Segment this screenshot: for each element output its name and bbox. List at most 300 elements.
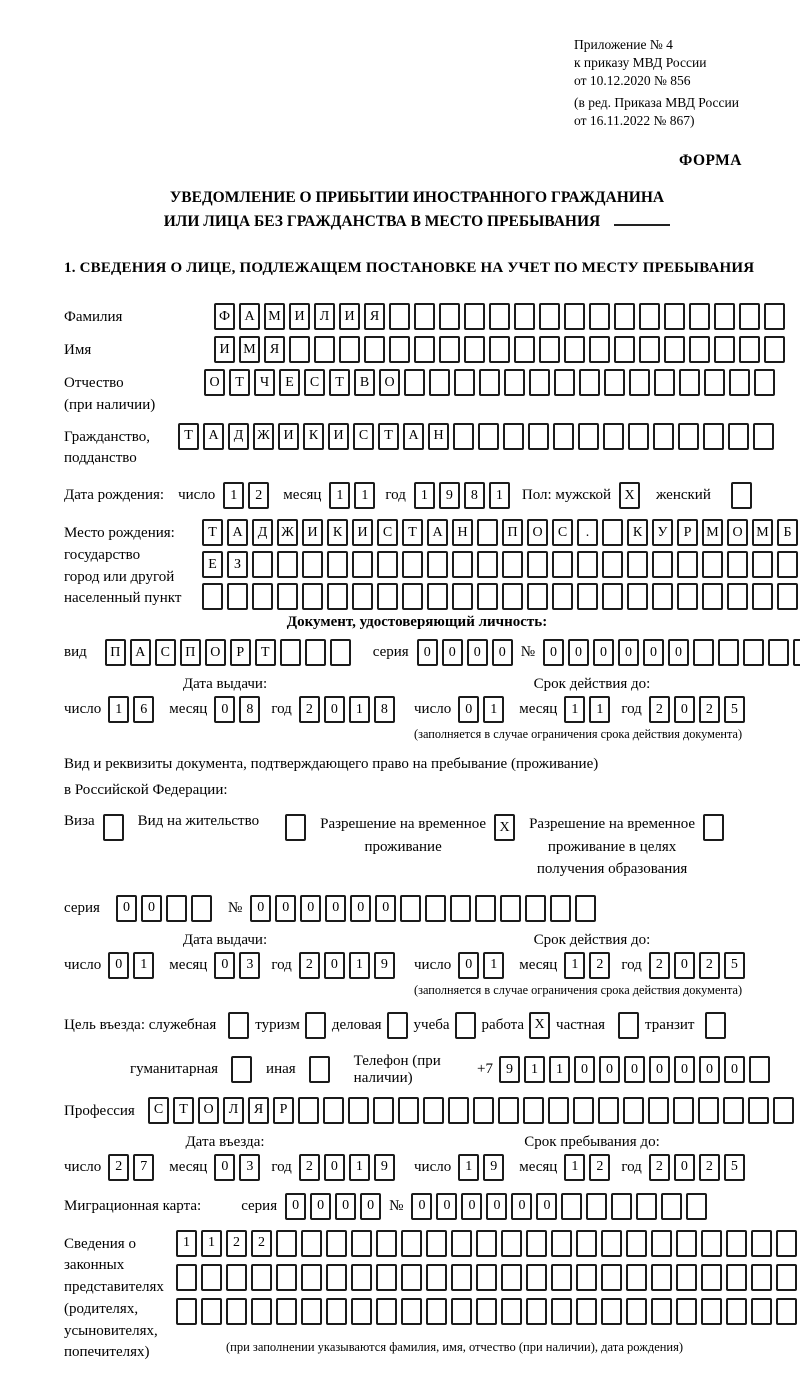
birth-place-cells-1-cell[interactable]: . (577, 519, 598, 546)
id-issue-year-cells-cell[interactable]: 1 (349, 696, 370, 723)
birth-year-cells-cell[interactable]: 1 (489, 482, 510, 509)
birth-place-cells-1-cell[interactable]: М (702, 519, 723, 546)
surname-cells-cell[interactable] (714, 303, 735, 330)
mig-number-cells-cell[interactable] (661, 1193, 682, 1220)
stay-day-cells-cell[interactable]: 1 (458, 1154, 479, 1181)
phone-cells-cell[interactable]: 0 (674, 1056, 695, 1083)
representatives-cells-3-cell[interactable] (551, 1298, 572, 1325)
doc-number-cells[interactable] (543, 639, 800, 666)
doc-number-cells-cell[interactable] (693, 639, 714, 666)
res-number-cells-cell[interactable]: 0 (275, 895, 296, 922)
surname-cells-cell[interactable] (439, 303, 460, 330)
id-valid-year-cells-cell[interactable]: 2 (699, 696, 720, 723)
mig-number-cells-cell[interactable] (636, 1193, 657, 1220)
representatives-cells-1[interactable] (176, 1230, 800, 1257)
surname-cells-cell[interactable] (589, 303, 610, 330)
entry-month-cells-cell[interactable]: 0 (214, 1154, 235, 1181)
surname-cells-cell[interactable] (764, 303, 785, 330)
mig-series-cells-cell[interactable]: 0 (335, 1193, 356, 1220)
representatives-cells-1-cell[interactable] (676, 1230, 697, 1257)
representatives-cells-1-cell[interactable]: 1 (176, 1230, 197, 1257)
surname-cells-cell[interactable]: А (239, 303, 260, 330)
profession-cells-cell[interactable] (548, 1097, 569, 1124)
patronymic-cells-cell[interactable]: С (304, 369, 325, 396)
patronymic-cells-cell[interactable] (654, 369, 675, 396)
representatives-cells-2-cell[interactable] (376, 1264, 397, 1291)
patronymic-cells[interactable] (204, 369, 775, 396)
representatives-cells-3-cell[interactable] (326, 1298, 347, 1325)
given-name-cells-cell[interactable] (464, 336, 485, 363)
profession-cells-cell[interactable]: Я (248, 1097, 269, 1124)
birth-place-cells-3[interactable] (202, 583, 798, 610)
representatives-cells-1-cell[interactable]: 2 (251, 1230, 272, 1257)
res-number-cells-cell[interactable]: 0 (250, 895, 271, 922)
citizenship-cells-cell[interactable]: И (328, 423, 349, 450)
surname-cells-cell[interactable] (639, 303, 660, 330)
citizenship-cells-cell[interactable]: С (353, 423, 374, 450)
birth-place-cells-1-cell[interactable]: С (552, 519, 573, 546)
purpose-other-checkbox[interactable] (309, 1056, 330, 1083)
representatives-cells-2-cell[interactable] (326, 1264, 347, 1291)
patronymic-cells-cell[interactable] (729, 369, 750, 396)
birth-place-cells-1-cell[interactable]: О (727, 519, 748, 546)
birth-place-cells-1-cell[interactable]: С (377, 519, 398, 546)
representatives-cells-3-cell[interactable] (176, 1298, 197, 1325)
representatives-cells-2-cell[interactable] (251, 1264, 272, 1291)
profession-cells-cell[interactable] (723, 1097, 744, 1124)
birth-place-cells-3-cell[interactable] (602, 583, 623, 610)
sex-female-checkbox-cell[interactable] (731, 482, 752, 509)
citizenship-cells-cell[interactable] (703, 423, 724, 450)
res-valid-year-cells-cell[interactable]: 2 (649, 952, 670, 979)
doc-kind-cells-cell[interactable] (280, 639, 301, 666)
phone-cells-cell[interactable]: 0 (599, 1056, 620, 1083)
birth-place-cells-3-cell[interactable] (252, 583, 273, 610)
stay-month-cells[interactable] (564, 1154, 610, 1181)
birth-place-cells-3-cell[interactable] (577, 583, 598, 610)
birth-place-cells-2[interactable] (202, 551, 798, 578)
birth-place-cells-1-cell[interactable]: И (352, 519, 373, 546)
purpose-private-checkbox-cell[interactable] (618, 1012, 639, 1039)
birth-place-cells-1-cell[interactable]: П (502, 519, 523, 546)
purpose-other-checkbox-cell[interactable] (309, 1056, 330, 1083)
birth-place-cells-2-cell[interactable] (777, 551, 798, 578)
res-number-cells-cell[interactable]: 0 (350, 895, 371, 922)
birth-place-cells-1-cell[interactable]: Д (252, 519, 273, 546)
birth-place-cells-3-cell[interactable] (552, 583, 573, 610)
representatives-cells-1-cell[interactable] (726, 1230, 747, 1257)
patronymic-cells-cell[interactable] (679, 369, 700, 396)
purpose-humanitarian-checkbox-cell[interactable] (231, 1056, 252, 1083)
res-issue-year-cells-cell[interactable]: 0 (324, 952, 345, 979)
birth-place-cells-2-cell[interactable] (377, 551, 398, 578)
purpose-private-checkbox[interactable] (618, 1012, 639, 1039)
birth-month-cells-cell[interactable]: 1 (329, 482, 350, 509)
birth-place-cells-1-cell[interactable]: Т (402, 519, 423, 546)
representatives-cells-3-cell[interactable] (676, 1298, 697, 1325)
surname-cells-cell[interactable] (664, 303, 685, 330)
phone-cells-cell[interactable]: 0 (649, 1056, 670, 1083)
stay-day-cells[interactable] (458, 1154, 504, 1181)
given-name-cells-cell[interactable] (364, 336, 385, 363)
res-number-cells-cell[interactable] (525, 895, 546, 922)
citizenship-cells[interactable] (178, 423, 774, 450)
sex-female-checkbox[interactable] (731, 482, 752, 509)
birth-place-cells-2-cell[interactable] (677, 551, 698, 578)
doc-kind-cells-cell[interactable]: С (155, 639, 176, 666)
given-name-cells-cell[interactable] (489, 336, 510, 363)
profession-cells-cell[interactable] (448, 1097, 469, 1124)
profession-cells-cell[interactable]: О (198, 1097, 219, 1124)
representatives-cells-2-cell[interactable] (426, 1264, 447, 1291)
mig-number-cells-cell[interactable] (561, 1193, 582, 1220)
representatives-cells-3-cell[interactable] (626, 1298, 647, 1325)
phone-cells-cell[interactable] (749, 1056, 770, 1083)
mig-number-cells-cell[interactable] (686, 1193, 707, 1220)
surname-cells[interactable] (214, 303, 785, 330)
purpose-transit-checkbox[interactable] (705, 1012, 726, 1039)
surname-cells-cell[interactable] (414, 303, 435, 330)
phone-cells-cell[interactable]: 0 (724, 1056, 745, 1083)
res-issue-month-cells[interactable] (214, 952, 260, 979)
birth-place-cells-3-cell[interactable] (652, 583, 673, 610)
stay-year-cells[interactable] (649, 1154, 745, 1181)
birth-place-cells-2-cell[interactable] (452, 551, 473, 578)
birth-place-cells-3-cell[interactable] (702, 583, 723, 610)
representatives-cells-2-cell[interactable] (226, 1264, 247, 1291)
purpose-study-checkbox[interactable] (455, 1012, 476, 1039)
id-valid-year-cells-cell[interactable]: 2 (649, 696, 670, 723)
profession-cells-cell[interactable]: Т (173, 1097, 194, 1124)
citizenship-cells-cell[interactable]: А (403, 423, 424, 450)
representatives-cells-1-cell[interactable] (301, 1230, 322, 1257)
representatives-cells-1-cell[interactable] (551, 1230, 572, 1257)
profession-cells-cell[interactable] (373, 1097, 394, 1124)
patronymic-cells-cell[interactable]: Т (229, 369, 250, 396)
representatives-cells-3-cell[interactable] (351, 1298, 372, 1325)
surname-cells-cell[interactable]: Л (314, 303, 335, 330)
doc-kind-cells-cell[interactable] (305, 639, 326, 666)
birth-place-cells-2-cell[interactable] (702, 551, 723, 578)
profession-cells-cell[interactable] (298, 1097, 319, 1124)
representatives-cells-1-cell[interactable] (351, 1230, 372, 1257)
surname-cells-cell[interactable] (489, 303, 510, 330)
doc-series-cells-cell[interactable]: 0 (417, 639, 438, 666)
mig-number-cells-cell[interactable]: 0 (536, 1193, 557, 1220)
purpose-study-checkbox-cell[interactable] (455, 1012, 476, 1039)
sex-male-checkbox[interactable] (619, 482, 640, 509)
res-issue-month-cells-cell[interactable]: 3 (239, 952, 260, 979)
birth-day-cells-cell[interactable]: 1 (223, 482, 244, 509)
doc-series-cells-cell[interactable]: 0 (442, 639, 463, 666)
entry-day-cells-cell[interactable]: 7 (133, 1154, 154, 1181)
citizenship-cells-cell[interactable]: Д (228, 423, 249, 450)
doc-kind-cells-cell[interactable]: А (130, 639, 151, 666)
id-valid-year-cells-cell[interactable]: 0 (674, 696, 695, 723)
patronymic-cells-cell[interactable]: О (379, 369, 400, 396)
doc-kind-cells-cell[interactable]: Т (255, 639, 276, 666)
id-issue-month-cells-cell[interactable]: 0 (214, 696, 235, 723)
representatives-cells-3-cell[interactable] (576, 1298, 597, 1325)
representatives-cells-1-cell[interactable] (751, 1230, 772, 1257)
given-name-cells-cell[interactable] (314, 336, 335, 363)
res-issue-year-cells-cell[interactable]: 1 (349, 952, 370, 979)
birth-place-cells-2-cell[interactable] (727, 551, 748, 578)
birth-place-cells-3-cell[interactable] (302, 583, 323, 610)
birth-place-cells-2-cell[interactable] (402, 551, 423, 578)
representatives-cells-1-cell[interactable] (376, 1230, 397, 1257)
res-number-cells-cell[interactable]: 0 (300, 895, 321, 922)
representatives-cells-2-cell[interactable] (176, 1264, 197, 1291)
birth-place-cells-3-cell[interactable] (277, 583, 298, 610)
given-name-cells-cell[interactable] (689, 336, 710, 363)
patronymic-cells-cell[interactable] (579, 369, 600, 396)
temp-edu-checkbox-cell[interactable] (703, 814, 724, 841)
given-name-cells-cell[interactable] (539, 336, 560, 363)
doc-number-cells-cell[interactable] (768, 639, 789, 666)
mig-number-cells-cell[interactable] (586, 1193, 607, 1220)
birth-place-cells-3-cell[interactable] (627, 583, 648, 610)
birth-year-cells[interactable] (414, 482, 510, 509)
citizenship-cells-cell[interactable] (578, 423, 599, 450)
given-name-cells-cell[interactable] (589, 336, 610, 363)
given-name-cells-cell[interactable]: М (239, 336, 260, 363)
birth-place-cells-3-cell[interactable] (752, 583, 773, 610)
sex-male-checkbox-cell[interactable]: X (619, 482, 640, 509)
birth-place-cells-1-cell[interactable]: И (302, 519, 323, 546)
citizenship-cells-cell[interactable]: Т (178, 423, 199, 450)
representatives-cells-1-cell[interactable] (276, 1230, 297, 1257)
birth-year-cells-cell[interactable]: 9 (439, 482, 460, 509)
purpose-work-checkbox-cell[interactable]: X (529, 1012, 550, 1039)
stay-year-cells-cell[interactable]: 0 (674, 1154, 695, 1181)
res-series-cells-cell[interactable] (191, 895, 212, 922)
patronymic-cells-cell[interactable] (479, 369, 500, 396)
citizenship-cells-cell[interactable] (553, 423, 574, 450)
birth-place-cells-2-cell[interactable] (327, 551, 348, 578)
visa-checkbox-cell[interactable] (103, 814, 124, 841)
res-valid-year-cells-cell[interactable]: 5 (724, 952, 745, 979)
representatives-cells-3-cell[interactable] (776, 1298, 797, 1325)
representatives-cells-2-cell[interactable] (476, 1264, 497, 1291)
representatives-cells-2-cell[interactable] (676, 1264, 697, 1291)
birth-place-cells-3-cell[interactable] (327, 583, 348, 610)
birth-place-cells-1-cell[interactable]: Т (202, 519, 223, 546)
patronymic-cells-cell[interactable] (404, 369, 425, 396)
purpose-official-checkbox-cell[interactable] (228, 1012, 249, 1039)
surname-cells-cell[interactable] (464, 303, 485, 330)
representatives-cells-3-cell[interactable] (601, 1298, 622, 1325)
stay-month-cells-cell[interactable]: 1 (564, 1154, 585, 1181)
res-issue-year-cells-cell[interactable]: 2 (299, 952, 320, 979)
birth-place-cells-1-cell[interactable]: Б (777, 519, 798, 546)
representatives-cells-2-cell[interactable] (501, 1264, 522, 1291)
res-series-cells[interactable] (116, 895, 212, 922)
representatives-cells-2-cell[interactable] (776, 1264, 797, 1291)
representatives-cells-3-cell[interactable] (276, 1298, 297, 1325)
entry-year-cells-cell[interactable]: 0 (324, 1154, 345, 1181)
representatives-cells-1-cell[interactable] (776, 1230, 797, 1257)
birth-place-cells-1-cell[interactable]: А (227, 519, 248, 546)
entry-year-cells[interactable] (299, 1154, 395, 1181)
surname-cells-cell[interactable] (514, 303, 535, 330)
id-valid-year-cells-cell[interactable]: 5 (724, 696, 745, 723)
id-issue-month-cells-cell[interactable]: 8 (239, 696, 260, 723)
res-valid-year-cells[interactable] (649, 952, 745, 979)
given-name-cells-cell[interactable] (739, 336, 760, 363)
given-name-cells-cell[interactable] (564, 336, 585, 363)
res-series-cells-cell[interactable]: 0 (141, 895, 162, 922)
birth-place-cells-2-cell[interactable] (477, 551, 498, 578)
profession-cells-cell[interactable] (573, 1097, 594, 1124)
citizenship-cells-cell[interactable] (653, 423, 674, 450)
id-valid-month-cells-cell[interactable]: 1 (589, 696, 610, 723)
representatives-cells-1-cell[interactable] (651, 1230, 672, 1257)
mig-number-cells-cell[interactable]: 0 (486, 1193, 507, 1220)
id-valid-day-cells[interactable] (458, 696, 504, 723)
birth-place-cells-1-cell[interactable] (602, 519, 623, 546)
doc-number-cells-cell[interactable]: 0 (568, 639, 589, 666)
mig-number-cells-cell[interactable]: 0 (436, 1193, 457, 1220)
patronymic-cells-cell[interactable] (429, 369, 450, 396)
res-valid-day-cells-cell[interactable]: 1 (483, 952, 504, 979)
temp-residence-checkbox[interactable] (494, 814, 515, 841)
entry-year-cells-cell[interactable]: 2 (299, 1154, 320, 1181)
representatives-cells-2-cell[interactable] (526, 1264, 547, 1291)
entry-month-cells[interactable] (214, 1154, 260, 1181)
birth-month-cells-cell[interactable]: 1 (354, 482, 375, 509)
doc-kind-cells-cell[interactable]: П (180, 639, 201, 666)
profession-cells[interactable] (148, 1097, 794, 1124)
res-valid-month-cells[interactable] (564, 952, 610, 979)
doc-kind-cells-cell[interactable]: Р (230, 639, 251, 666)
representatives-cells-1-cell[interactable] (601, 1230, 622, 1257)
representatives-cells-3-cell[interactable] (476, 1298, 497, 1325)
patronymic-cells-cell[interactable] (504, 369, 525, 396)
temp-edu-checkbox[interactable] (703, 814, 724, 841)
doc-number-cells-cell[interactable]: 0 (618, 639, 639, 666)
patronymic-cells-cell[interactable] (529, 369, 550, 396)
representatives-cells-2-cell[interactable] (726, 1264, 747, 1291)
profession-cells-cell[interactable] (673, 1097, 694, 1124)
doc-number-cells-cell[interactable]: 0 (543, 639, 564, 666)
purpose-humanitarian-checkbox[interactable] (231, 1056, 252, 1083)
res-issue-day-cells[interactable] (108, 952, 154, 979)
doc-kind-cells[interactable] (105, 639, 351, 666)
stay-month-cells-cell[interactable]: 2 (589, 1154, 610, 1181)
given-name-cells-cell[interactable] (439, 336, 460, 363)
representatives-cells-1-cell[interactable] (326, 1230, 347, 1257)
patronymic-cells-cell[interactable]: Т (329, 369, 350, 396)
res-number-cells-cell[interactable] (575, 895, 596, 922)
citizenship-cells-cell[interactable] (453, 423, 474, 450)
citizenship-cells-cell[interactable]: Н (428, 423, 449, 450)
representatives-cells-1-cell[interactable] (451, 1230, 472, 1257)
given-name-cells-cell[interactable] (389, 336, 410, 363)
representatives-cells-2-cell[interactable] (551, 1264, 572, 1291)
profession-cells-cell[interactable] (698, 1097, 719, 1124)
res-valid-day-cells-cell[interactable]: 0 (458, 952, 479, 979)
birth-place-cells-3-cell[interactable] (202, 583, 223, 610)
profession-cells-cell[interactable] (323, 1097, 344, 1124)
birth-place-cells-2-cell[interactable] (652, 551, 673, 578)
res-number-cells-cell[interactable] (475, 895, 496, 922)
birth-place-cells-3-cell[interactable] (427, 583, 448, 610)
id-valid-day-cells-cell[interactable]: 0 (458, 696, 479, 723)
citizenship-cells-cell[interactable]: Т (378, 423, 399, 450)
surname-cells-cell[interactable]: И (339, 303, 360, 330)
birth-day-cells-cell[interactable]: 2 (248, 482, 269, 509)
birth-place-cells-1-cell[interactable]: К (327, 519, 348, 546)
representatives-cells-2-cell[interactable] (301, 1264, 322, 1291)
res-issue-day-cells-cell[interactable]: 0 (108, 952, 129, 979)
res-issue-month-cells-cell[interactable]: 0 (214, 952, 235, 979)
res-series-cells-cell[interactable]: 0 (116, 895, 137, 922)
stay-day-cells-cell[interactable]: 9 (483, 1154, 504, 1181)
given-name-cells-cell[interactable] (339, 336, 360, 363)
representatives-cells-3-cell[interactable] (376, 1298, 397, 1325)
patronymic-cells-cell[interactable] (604, 369, 625, 396)
representatives-cells-1-cell[interactable] (626, 1230, 647, 1257)
phone-cells-cell[interactable]: 0 (624, 1056, 645, 1083)
birth-place-cells-1[interactable] (202, 519, 798, 546)
birth-place-cells-3-cell[interactable] (377, 583, 398, 610)
representatives-cells-3-cell[interactable] (501, 1298, 522, 1325)
purpose-tourism-checkbox[interactable] (305, 1012, 326, 1039)
given-name-cells-cell[interactable] (614, 336, 635, 363)
entry-year-cells-cell[interactable]: 1 (349, 1154, 370, 1181)
res-number-cells-cell[interactable] (550, 895, 571, 922)
id-issue-year-cells-cell[interactable]: 0 (324, 696, 345, 723)
birth-year-cells-cell[interactable]: 1 (414, 482, 435, 509)
patronymic-cells-cell[interactable] (629, 369, 650, 396)
representatives-cells-2-cell[interactable] (601, 1264, 622, 1291)
birth-place-cells-1-cell[interactable]: Н (452, 519, 473, 546)
birth-place-cells-2-cell[interactable] (352, 551, 373, 578)
profession-cells-cell[interactable]: С (148, 1097, 169, 1124)
birth-place-cells-1-cell[interactable] (477, 519, 498, 546)
profession-cells-cell[interactable] (773, 1097, 794, 1124)
birth-place-cells-3-cell[interactable] (352, 583, 373, 610)
profession-cells-cell[interactable]: Л (223, 1097, 244, 1124)
res-number-cells-cell[interactable] (425, 895, 446, 922)
birth-place-cells-3-cell[interactable] (227, 583, 248, 610)
given-name-cells-cell[interactable] (664, 336, 685, 363)
purpose-official-checkbox[interactable] (228, 1012, 249, 1039)
mig-number-cells-cell[interactable]: 0 (511, 1193, 532, 1220)
representatives-cells-3-cell[interactable] (751, 1298, 772, 1325)
birth-place-cells-2-cell[interactable] (527, 551, 548, 578)
res-number-cells[interactable] (250, 895, 596, 922)
birth-place-cells-1-cell[interactable]: К (627, 519, 648, 546)
doc-series-cells-cell[interactable]: 0 (492, 639, 513, 666)
representatives-cells-2-cell[interactable] (751, 1264, 772, 1291)
surname-cells-cell[interactable] (689, 303, 710, 330)
purpose-tourism-checkbox-cell[interactable] (305, 1012, 326, 1039)
representatives-cells-1-cell[interactable] (401, 1230, 422, 1257)
given-name-cells-cell[interactable]: И (214, 336, 235, 363)
birth-place-cells-1-cell[interactable]: О (527, 519, 548, 546)
profession-cells-cell[interactable] (598, 1097, 619, 1124)
patronymic-cells-cell[interactable] (454, 369, 475, 396)
entry-month-cells-cell[interactable]: 3 (239, 1154, 260, 1181)
res-number-cells-cell[interactable] (400, 895, 421, 922)
patronymic-cells-cell[interactable] (704, 369, 725, 396)
temp-residence-checkbox-cell[interactable]: X (494, 814, 515, 841)
representatives-cells-1-cell[interactable] (426, 1230, 447, 1257)
doc-series-cells[interactable] (417, 639, 513, 666)
id-issue-year-cells-cell[interactable]: 2 (299, 696, 320, 723)
